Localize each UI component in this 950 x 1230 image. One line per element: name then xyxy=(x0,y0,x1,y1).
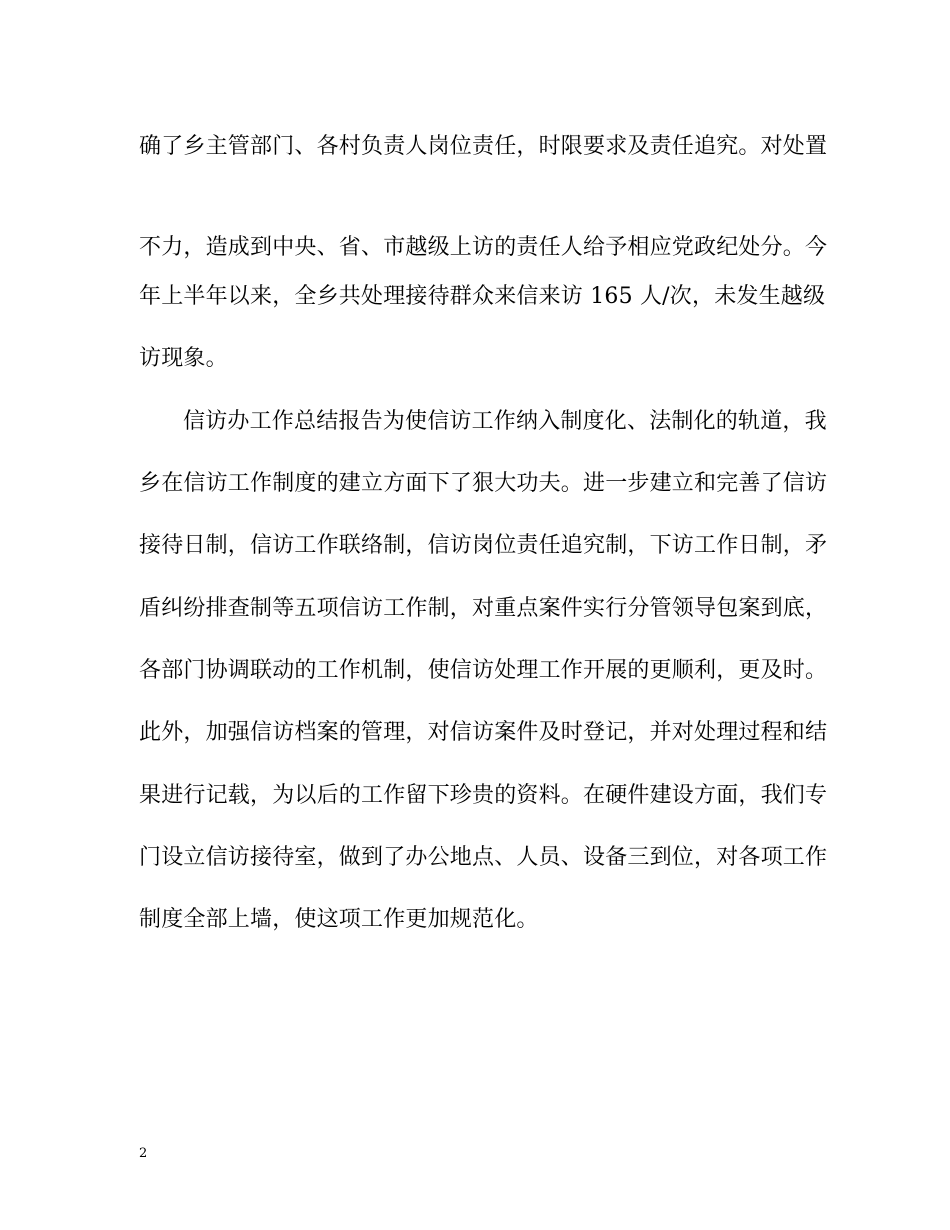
paragraph-line: 各部门协调联动的工作机制，使信访处理工作开展的更顺利，更及时。 xyxy=(139,658,828,683)
paragraph-line: 接待日制，信访工作联络制，信访岗位责任追究制，下访工作日制，矛 xyxy=(139,533,828,558)
paragraph-line: 访现象。 xyxy=(139,346,228,371)
paragraph-line: 果进行记载，为以后的工作留下珍贵的资料。在硬件建设方面，我们专 xyxy=(139,783,828,808)
paragraph-line: 此外，加强信访档案的管理，对信访案件及时登记，并对处理过程和结 xyxy=(139,720,828,745)
paragraph-line: 确了乡主管部门、各村负责人岗位责任，时限要求及责任追究。对处置 xyxy=(139,134,828,159)
paragraph-line: 年上半年以来，全乡共处理接待群众来信来访 165 人/次，未发生越级 xyxy=(139,284,826,309)
page-number: 2 xyxy=(139,1146,148,1161)
paragraph-line: 制度全部上墙，使这项工作更加规范化。 xyxy=(139,907,539,932)
paragraph-line: 信访办工作总结报告为使信访工作纳入制度化、法制化的轨道，我 xyxy=(183,409,827,434)
paragraph-line: 乡在信访工作制度的建立方面下了狠大功夫。进一步建立和完善了信访 xyxy=(139,471,828,496)
paragraph-line: 门设立信访接待室，做到了办公地点、人员、设备三到位，对各项工作 xyxy=(139,845,828,870)
paragraph-line: 不力，造成到中央、省、市越级上访的责任人给予相应党政纪处分。今 xyxy=(139,235,828,260)
paragraph-line: 盾纠纷排查制等五项信访工作制，对重点案件实行分管领导包案到底， xyxy=(139,596,828,621)
